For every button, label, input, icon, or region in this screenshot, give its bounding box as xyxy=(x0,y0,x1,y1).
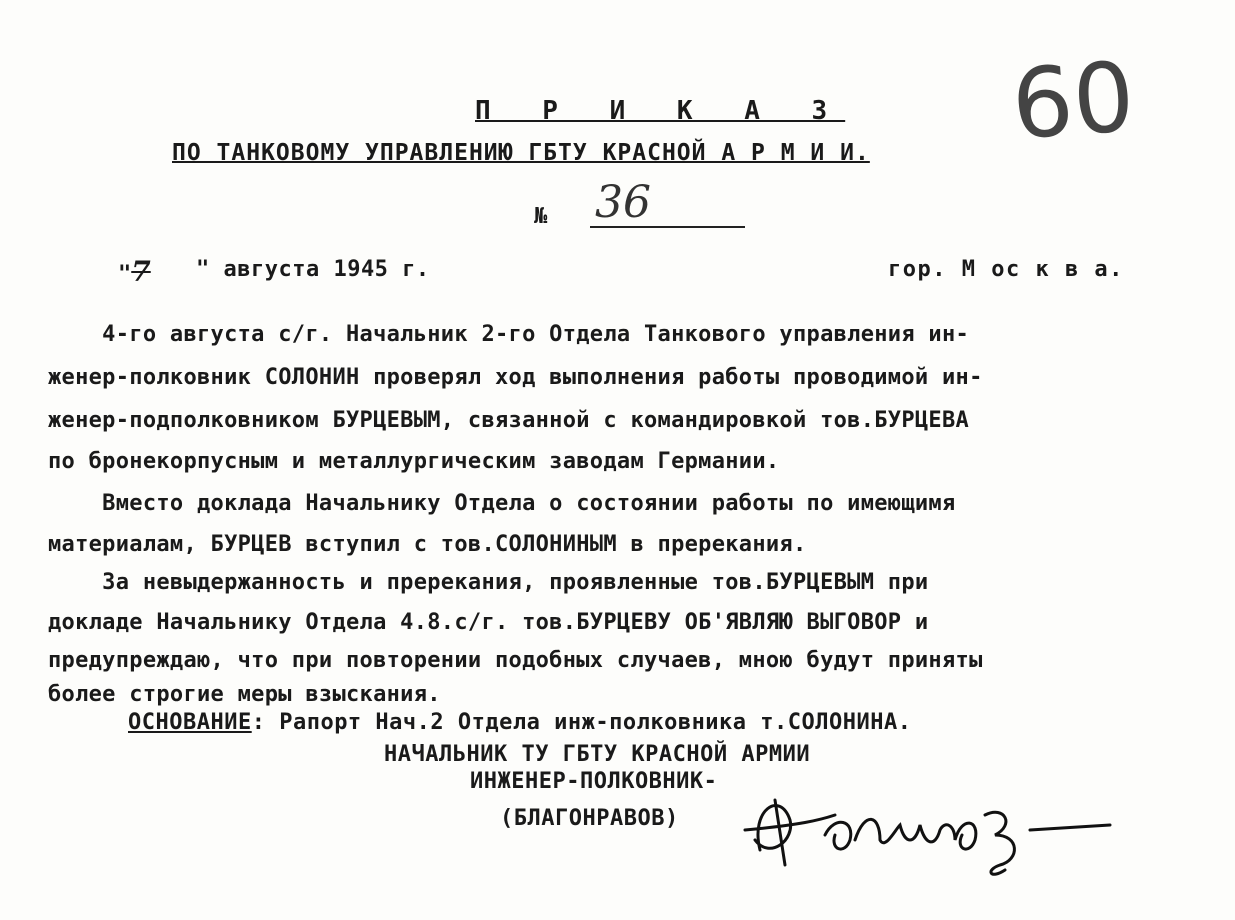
basis-text: : Рапорт Нач.2 Отдела инж-полковника т.СОЛОНИНА. xyxy=(251,710,912,735)
date-day-handwritten: 7 xyxy=(131,255,151,288)
order-date-rest: " августа 1945 г. xyxy=(196,257,430,282)
order-number-value: 36 xyxy=(590,180,745,228)
order-number-label: № xyxy=(534,204,548,229)
body-line-7: За невыдержанность и пререкания, проявленные тов.БУРЦЕВЫМ при xyxy=(48,570,929,595)
basis-label-b: ВАНИЕ xyxy=(182,710,252,735)
body-line-2: женер-полковник СОЛОНИН проверял ход выполнения работы проводимой ин- xyxy=(48,365,983,390)
document-subtitle: ПО ТАНКОВОМУ УПРАВЛЕНИЮ ГБТУ КРАСНОЙ А Р М И И. xyxy=(172,140,870,166)
body-line-4: по бронекорпусным и металлургическим заводам Германии. xyxy=(48,449,780,474)
signature-name: (БЛАГОНРАВОВ) xyxy=(500,806,679,831)
document-title: П Р И К А З xyxy=(475,96,846,126)
order-date-day: "7 xyxy=(118,255,151,288)
handwritten-page-number: 60 xyxy=(1008,40,1138,162)
body-line-8: докладе Начальнику Отдела 4.8.с/г. тов.БУРЦЕВУ ОБ'ЯВЛЯЮ ВЫГОВОР и xyxy=(48,610,929,635)
signature-rank: ИНЖЕНЕР-ПОЛКОВНИК- xyxy=(470,769,718,794)
signature-position-title: НАЧАЛЬНИК ТУ ГБТУ КРАСНОЙ АРМИИ xyxy=(384,742,811,767)
body-line-3: женер-подполковником БУРЦЕВЫМ, связанной с командировкой тов.БУРЦЕВА xyxy=(48,408,970,433)
basis-line xyxy=(128,710,911,736)
body-line-10: более строгие меры взыскания. xyxy=(48,682,441,707)
order-city: гор. М ос к в а. xyxy=(888,257,1124,282)
handwritten-signature xyxy=(740,770,1120,880)
basis-label-a: ОСНО xyxy=(128,710,183,735)
body-line-6: материалам, БУРЦЕВ вступил с тов.СОЛОНИНЫМ в пререкания. xyxy=(48,532,807,557)
body-line-1: 4-го августа с/г. Начальник 2-го Отдела Танкового управления ин- xyxy=(48,322,970,347)
body-line-9: предупреждаю, что при повторении подобных случаев, мною будут приняты xyxy=(48,648,983,673)
body-line-5: Вместо доклада Начальнику Отдела о состоянии работы по имеющимя xyxy=(48,491,956,516)
